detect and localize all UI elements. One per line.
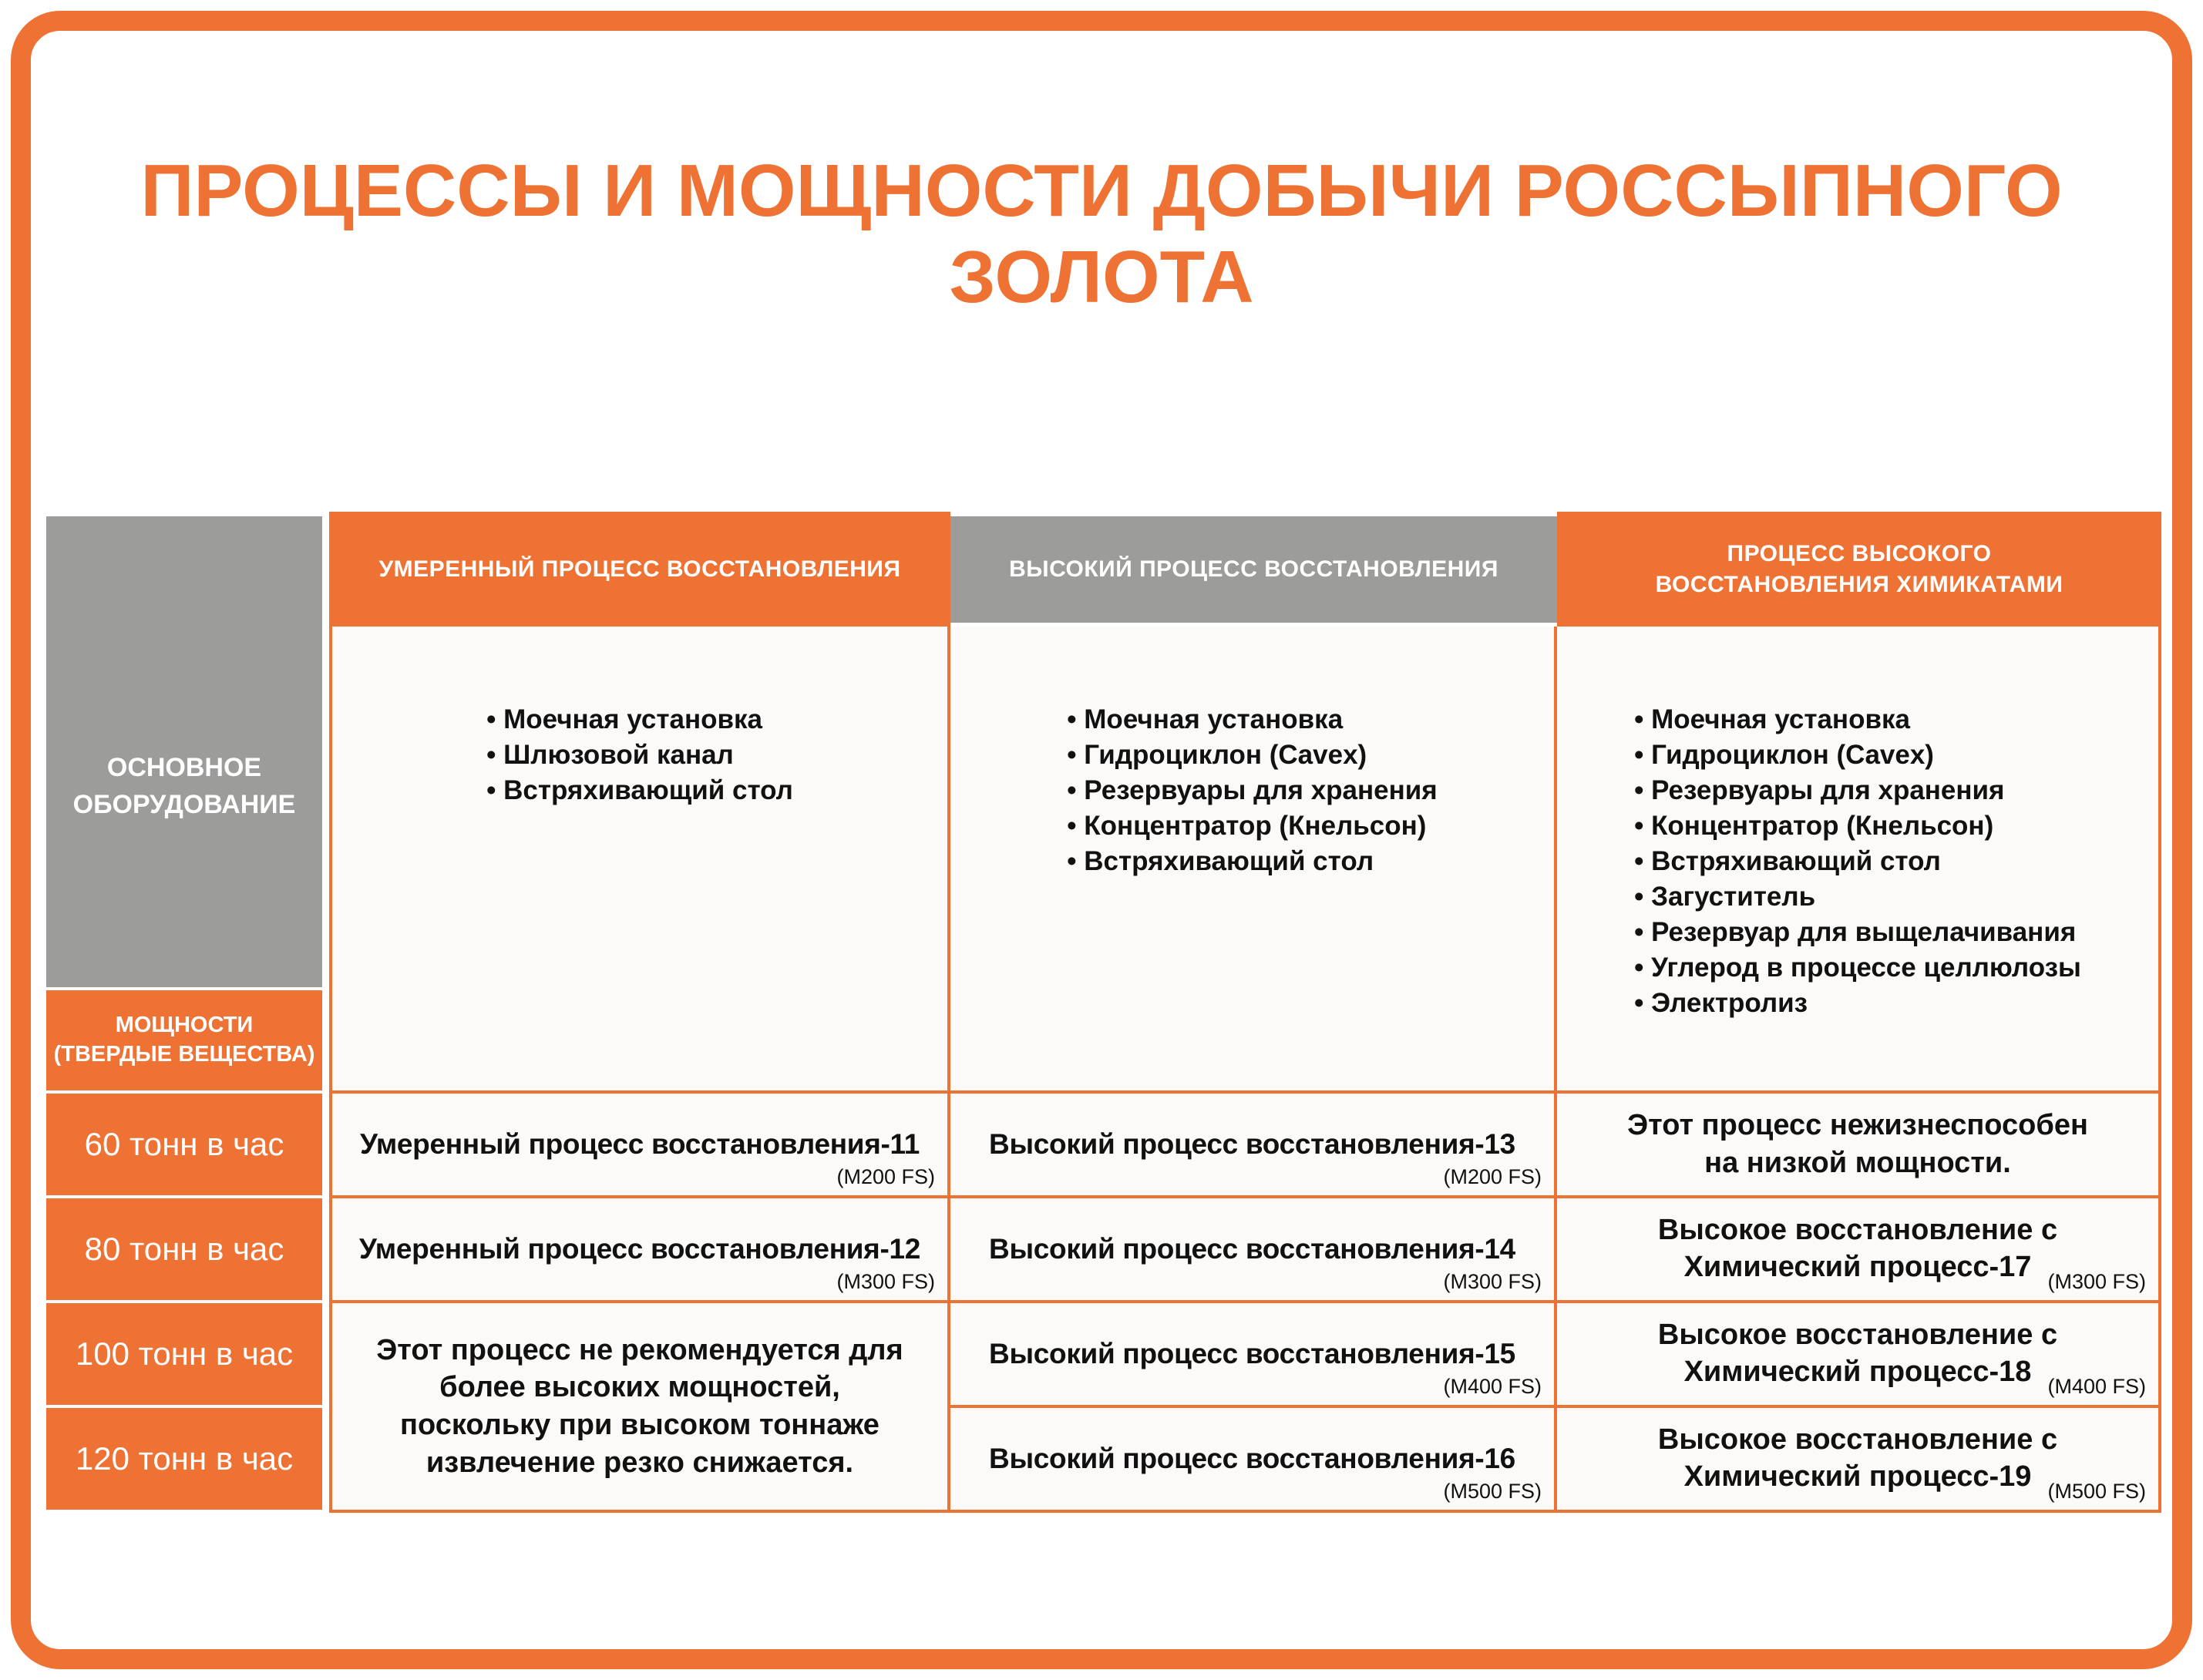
equipment-item: • Загуститель <box>1634 879 2081 915</box>
model-label: (M200 FS) <box>836 1165 935 1188</box>
equipment-item: • Резервуар для выщелачивания <box>1634 915 2081 950</box>
row-header-main-equipment <box>46 516 322 987</box>
table-body-grid <box>329 627 2161 1513</box>
cell-moderate-100-120-merged <box>332 1303 947 1510</box>
column-header-high-label: ВЫСОКИЙ ПРОЦЕСС ВОССТАНОВЛЕНИЯ <box>1009 556 1498 583</box>
column-header-chemical-line-1: ПРОЦЕСС ВЫСОКОГО <box>1727 540 1992 566</box>
column-header-moderate-label: УМЕРЕННЫЙ ПРОЦЕСС ВОССТАНОВЛЕНИЯ <box>378 556 901 582</box>
equipment-item: • Резервуары для хранения <box>1634 773 2081 808</box>
row-header-rate-120: 120 тонн в час <box>46 1408 322 1510</box>
not-recommended-note-line-4: извлечение резко снижается. <box>425 1446 854 1479</box>
row-header-rate-100: 100 тонн в час <box>46 1303 322 1405</box>
model-label: (M500 FS) <box>1443 1480 1542 1503</box>
process-table <box>329 512 2161 1513</box>
not-recommended-note-line-1: Этот процесс не рекомендуется для <box>376 1333 903 1366</box>
not-recommended-note <box>376 1332 903 1482</box>
equipment-item: • Моечная установка <box>486 702 793 738</box>
process-name: Умеренный процесс восстановления-12 <box>358 1233 921 1265</box>
process-name-line-2: Химический процесс-17 <box>1683 1251 2032 1283</box>
row-header-column <box>46 516 322 1510</box>
page-title <box>62 148 2141 321</box>
equipment-item: • Углерод в процессе целлюлозы <box>1634 950 2081 986</box>
column-header-row <box>329 512 2161 627</box>
process-name: Умеренный процесс восстановления-11 <box>359 1128 920 1160</box>
row-header-rate-80: 80 тонн в час <box>46 1198 322 1300</box>
row-header-capacities-line-1: МОЩНОСТИ <box>115 1013 254 1038</box>
process-name-line-1: Высокое восстановление с <box>1657 1423 2058 1457</box>
process-name-line-1: Высокое восстановление с <box>1657 1214 2058 1247</box>
process-name: Высокий процесс восстановления-16 <box>989 1443 1515 1474</box>
column-header-moderate <box>329 512 950 627</box>
column-header-chemical-line-2: ВОССТАНОВЛЕНИЯ ХИМИКАТАМИ <box>1655 571 2063 597</box>
equipment-item: • Гидроциклон (Cavex) <box>1634 738 2081 773</box>
cell-chemical-80 <box>1557 1198 2158 1300</box>
model-label: (M400 FS) <box>1443 1375 1542 1398</box>
equipment-item: • Концентратор (Кнельсон) <box>1067 808 1437 844</box>
model-label: (M200 FS) <box>1443 1165 1542 1188</box>
equipment-item: • Электролиз <box>1634 986 2081 1021</box>
cell-high-100 <box>950 1303 1554 1405</box>
row-header-capacities-line-2: (ТВЕРДЫЕ ВЕЩЕСТВА) <box>53 1042 315 1067</box>
equipment-cell-high <box>950 627 1554 1090</box>
page-title-line-2: ЗОЛОТА <box>949 236 1254 319</box>
column-header-chemical <box>1557 512 2161 627</box>
row-header-capacities <box>46 990 322 1090</box>
process-name <box>1658 1317 2057 1391</box>
cell-high-120 <box>950 1408 1554 1510</box>
equipment-item: • Моечная установка <box>1067 702 1437 738</box>
process-name: Высокий процесс восстановления-15 <box>989 1338 1515 1369</box>
cell-chemical-60 <box>1557 1094 2158 1195</box>
equipment-item: • Концентратор (Кнельсон) <box>1634 808 2081 844</box>
process-name <box>1658 1212 2057 1286</box>
equipment-item: • Моечная установка <box>1634 702 2081 738</box>
process-name-line-2: Химический процесс-19 <box>1683 1460 2032 1493</box>
cell-chemical-120 <box>1557 1408 2158 1510</box>
equipment-item: • Встряхивающий стол <box>1634 844 2081 879</box>
model-label: (M400 FS) <box>2047 1375 2146 1398</box>
equipment-item: • Встряхивающий стол <box>486 773 793 808</box>
model-label: (M300 FS) <box>836 1270 935 1293</box>
row-header-main-equipment-line-2: ОБОРУДОВАНИЕ <box>72 789 296 819</box>
equipment-list-high <box>1067 702 1437 879</box>
nonviable-note-line-1: Этот процесс нежизнеспособен <box>1627 1109 2088 1142</box>
page-title-line-1: ПРОЦЕССЫ И МОЩНОСТИ ДОБЫЧИ РОССЫПНОГО <box>140 150 2063 232</box>
process-name-line-1: Высокое восстановление с <box>1657 1319 2058 1352</box>
equipment-item: • Встряхивающий стол <box>1067 844 1437 879</box>
cell-moderate-80 <box>332 1198 947 1300</box>
model-label: (M300 FS) <box>2047 1270 2146 1293</box>
process-name: Высокий процесс восстановления-13 <box>989 1128 1515 1160</box>
not-recommended-note-line-2: более высоких мощностей, <box>439 1371 840 1404</box>
cell-high-60 <box>950 1094 1554 1195</box>
cell-chemical-100 <box>1557 1303 2158 1405</box>
row-header-rate-60: 60 тонн в час <box>46 1094 322 1195</box>
nonviable-note <box>1627 1107 2088 1181</box>
model-label: (M300 FS) <box>1443 1270 1542 1293</box>
equipment-list-chemical <box>1634 702 2081 1021</box>
process-name-line-2: Химический процесс-18 <box>1683 1356 2032 1388</box>
column-header-high <box>950 516 1557 623</box>
equipment-cell-moderate <box>332 627 947 1090</box>
nonviable-note-line-2: на низкой мощности. <box>1704 1147 2011 1179</box>
row-header-main-equipment-line-1: ОСНОВНОЕ <box>106 752 262 782</box>
equipment-item: • Шлюзовой канал <box>486 738 793 773</box>
process-name <box>1658 1422 2057 1496</box>
equipment-cell-chemical <box>1557 627 2158 1090</box>
cell-high-80 <box>950 1198 1554 1300</box>
cell-moderate-60 <box>332 1094 947 1195</box>
equipment-item: • Гидроциклон (Cavex) <box>1067 738 1437 773</box>
equipment-list-moderate <box>486 702 793 808</box>
equipment-item: • Резервуары для хранения <box>1067 773 1437 808</box>
model-label: (M500 FS) <box>2047 1480 2146 1503</box>
not-recommended-note-line-3: поскольку при высоком тоннаже <box>400 1409 880 1441</box>
process-name: Высокий процесс восстановления-14 <box>989 1233 1515 1265</box>
